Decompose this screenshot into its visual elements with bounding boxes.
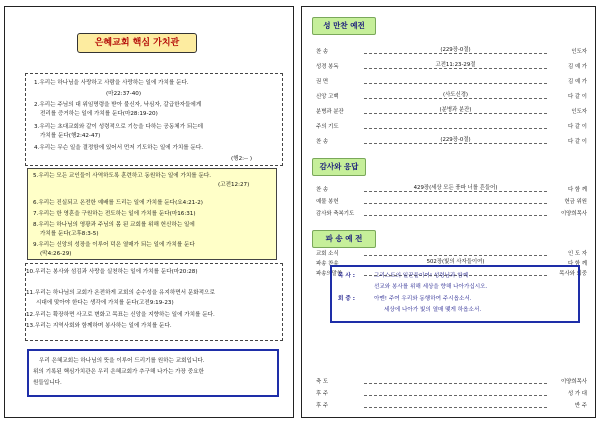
program-row-label: 파송 찬송 xyxy=(316,261,339,267)
pastor-line-2: 선교와 봉사를 위해 세상을 향해 나아가십시오. xyxy=(374,284,488,290)
program-row-leader-name: 헌금 위원 xyxy=(564,199,587,205)
value-2: 2.우리는 주님의 대 위임명령을 받아 불신자, 낙심자, 갈급한자들에게 xyxy=(34,102,202,108)
value-9-ref: (막4:26-29) xyxy=(40,251,72,257)
right-page xyxy=(301,6,596,418)
value-9: 9.우리는 신앙의 성장을 이루어 덕은 열매가 되는 일에 가치를 둔다 xyxy=(33,242,195,248)
value-1-ref: (마22:37-40) xyxy=(106,91,142,97)
program-row-leader-name: 이양희목사 xyxy=(560,379,587,385)
congregation-role: 회 중 : xyxy=(338,296,355,302)
program-row-leader-name: 이양희목사 xyxy=(560,211,587,217)
congregation-line-2: 세상에 나아가 빛의 열매 맺게 하옵소서. xyxy=(384,307,482,313)
program-row-leader xyxy=(364,379,547,384)
value-11: 11.우리는 하나님의 교회가 온전하게 교회의 순수성을 유지하면서 문화적으로 xyxy=(26,290,215,296)
left-page xyxy=(4,6,294,418)
program-row-label: 찬 송 xyxy=(316,187,329,193)
statement-line-1: 우리 은혜교회는 하나님의 뜻을 이루어 드리기를 원하는 교회입니다. xyxy=(39,358,205,364)
value-7: 7.우리는 한 영혼을 구원하는 전도하는 일에 가치를 둔다(마16:31) xyxy=(33,211,196,217)
congregation-line-1: 아멘! 주여 우리와 동행하여 주시옵소서. xyxy=(374,296,472,302)
value-10: 10.우리는 봉사와 섬김과 사랑을 실천하는 일에 가치를 둔다(마20:28) xyxy=(26,269,198,275)
value-6: 6.우리는 진실되고 온전한 예배를 드리는 일에 가치를 둔다(요4:21-2) xyxy=(33,200,203,206)
value-8-cont: 가치를 둔다(고후8:3-5) xyxy=(40,231,99,237)
program-row-leader xyxy=(364,64,547,69)
program-row-label: 권 면 xyxy=(316,79,329,85)
program-row-leader-name: 인도자 xyxy=(571,109,587,115)
program-row-label: 성경 봉독 xyxy=(316,64,339,70)
value-3: 3.우리는 초대교회와 같이 성령적으로 기능을 다하는 공동체가 되는데 xyxy=(34,124,204,130)
values-bottom-box xyxy=(25,263,283,341)
program-row-leader-name: 다 함 께 xyxy=(567,187,587,193)
program-row-leader-name: 다 같 이 xyxy=(567,124,587,130)
pastor-role: 목 사 : xyxy=(338,273,355,279)
program-row-label: 신앙 고백 xyxy=(316,94,339,100)
program-row-leader-name: 인도자 xyxy=(571,49,587,55)
program-row-leader xyxy=(364,124,547,129)
program-row-leader-name: 반 주 xyxy=(574,403,587,409)
program-row-value: 502장(빛의 사자들이여) xyxy=(426,259,485,265)
program-row-value: 429장(세상 모든 풍파 너를 흔들어) xyxy=(413,185,498,191)
program-row-value: (분병과 분잔) xyxy=(439,107,472,113)
value-2-cont: 전리를 증거하는 일에 가치를 둔다(마28:19-20) xyxy=(40,111,158,117)
program-row-value: 고전11:23-29절 xyxy=(435,62,476,68)
program-row-leader xyxy=(364,109,547,114)
program-row-label: 후 주 xyxy=(316,391,329,397)
program-row-label: 주의 기도 xyxy=(316,124,339,130)
program-row-label: 분병과 분잔 xyxy=(316,109,344,115)
program-row-label: 파송의말씀 xyxy=(316,271,343,277)
program-row-leader xyxy=(364,391,547,396)
value-1: 1.우리는 하나님을 사랑하고 사람을 사랑하는 일에 가치를 둔다. xyxy=(34,80,189,86)
program-row-value: (229장-0절) xyxy=(440,47,471,53)
program-row-label: 예물 봉헌 xyxy=(316,199,339,205)
program-row-leader-name: 김 예 가 xyxy=(567,64,587,70)
value-12: 12.우리는 확장하면 사고로 변화고 목표는 신앙을 지향하는 일에 가치를 둔다. xyxy=(26,312,215,318)
sending-liturgy-box xyxy=(330,265,580,323)
value-4-ref: (행2:-- ) xyxy=(231,156,253,162)
program-row-label: 축 도 xyxy=(316,379,329,385)
program-row-leader xyxy=(364,211,547,216)
program-row-leader xyxy=(364,49,547,54)
program-row-value: (사도신경) xyxy=(442,92,469,98)
program-row-label: 찬 송 xyxy=(316,139,329,145)
values-mid-box xyxy=(27,168,277,260)
program-row-leader-name: 다 함 께 xyxy=(567,261,587,267)
statement-line-2: 위의 기록된 핵심가치관은 우리 은혜교회가 추구해 나가는 가장 중요한 xyxy=(33,369,204,375)
program-row-leader-name: 성 가 대 xyxy=(567,391,587,397)
section-thanks-title: 감사와 응답 xyxy=(312,158,366,176)
program-row-leader xyxy=(364,403,547,408)
program-row-leader xyxy=(364,139,547,144)
pastor-line-1: 그리스도의 일꾼들이여! 성령님과 함께 xyxy=(374,273,469,279)
value-5-ref: (고전12:27) xyxy=(218,182,250,188)
program-row-leader xyxy=(364,94,547,99)
value-11-cont: 시대에 맞아야 한다는 생각에 가치를 둔다(고전9:19-23) xyxy=(36,300,174,306)
program-row-label: 찬 송 xyxy=(316,49,329,55)
program-row-leader-name: 목사와 회중 xyxy=(559,271,587,277)
value-8: 8.우리는 하나님의 영광과 주님의 몸 된 교회를 위해 헌신하는 일에 xyxy=(33,222,195,228)
value-3-cont: 가치를 둔다(행2:42-47) xyxy=(40,133,101,139)
program-row-label: 감사와 축복기도 xyxy=(316,211,355,217)
section-sending-title: 파 송 예 전 xyxy=(312,230,376,248)
program-row-leader-name: 다 같 이 xyxy=(567,94,587,100)
program-row-leader-name: 다 같 이 xyxy=(567,139,587,145)
section-communion-title: 성 만찬 예전 xyxy=(312,17,376,35)
value-5: 5.우리는 모든 교인들이 사역하도록 훈련하고 동원하는 일에 가치를 둔다. xyxy=(33,173,212,179)
program-row-leader xyxy=(364,251,547,256)
value-13: 13.우리는 지역사회와 함께하며 봉사하는 일에 가치를 둔다. xyxy=(26,323,172,329)
program-row-label: 교회 소식 xyxy=(316,251,339,257)
value-4: 4.우리는 무슨 일을 결정함에 있어서 먼저 기도하는 일에 가치를 둔다. xyxy=(34,145,204,151)
statement-line-3: 원들입니다. xyxy=(33,380,62,386)
core-values-title: 은혜교회 핵심 가치관 xyxy=(77,33,197,53)
program-row-label: 후 주 xyxy=(316,403,329,409)
church-statement-box xyxy=(27,349,279,397)
program-row-leader-name: 인 도 자 xyxy=(567,251,587,257)
program-row-value: (229장-0절) xyxy=(440,137,471,143)
program-row-leader xyxy=(364,199,547,204)
program-row-leader xyxy=(364,79,547,84)
values-top-box xyxy=(25,73,283,166)
program-row-leader-name: 김 예 가 xyxy=(567,79,587,85)
program-row-leader xyxy=(364,187,547,192)
